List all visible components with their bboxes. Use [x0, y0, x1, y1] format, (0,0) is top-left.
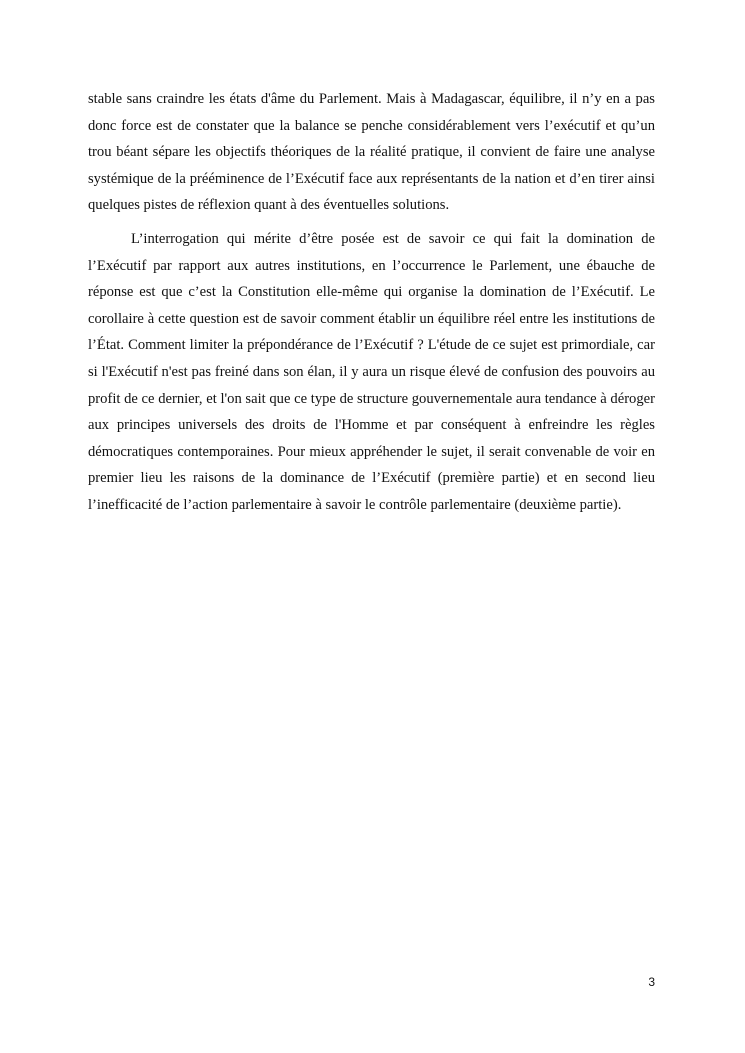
body-text [88, 86, 655, 519]
page-number: 3 [648, 975, 655, 989]
paragraph-continuation: stable sans craindre les états d'âme du Parlement. Mais à Madagascar, équilibre, il n’y en a pas donc force est de constater que la balance se penche considérablement vers l’exécutif et qu’un trou béant sépare les objectifs théoriques de la réalité pratique, il convient de faire une analyse systémique de la prééminence de l’Exécutif face aux représentants de la nation et d’en tirer ainsi quelques pistes de réflexion quant à des éventuelles solutions. [88, 91, 655, 214]
paragraph-interrogation: L’interrogation qui mérite d’être posée est de savoir ce qui fait la domination de l’Exécutif par rapport aux autres institutions, en l’occurrence le Parlement, une ébauche de réponse est que c’est la Constitution elle-même qui organise la domination de l’Exécutif. Le corollaire à cette question est de savoir comment établir un équilibre réel entre les institutions de l’État. Comment limiter la prépondérance de l’Exécutif ? L'étude de ce sujet est primordiale, car si l'Exécutif n'est pas freiné dans son élan, il y aura un risque élevé de confusion des pouvoirs au profit de ce dernier, et l'on sait que ce type de structure gouvernementale aura tendance à déroger aux principes universels des droits de l'Homme et par conséquent à enfreindre les règles démocratiques contemporaines. Pour mieux appréhender le sujet, il serait convenable de voir en premier lieu les raisons de la dominance de l’Exécutif (première partie) et en second lieu l’inefficacité de l’action parlementaire à savoir le contrôle parlementaire (deuxième partie). [88, 230, 655, 513]
